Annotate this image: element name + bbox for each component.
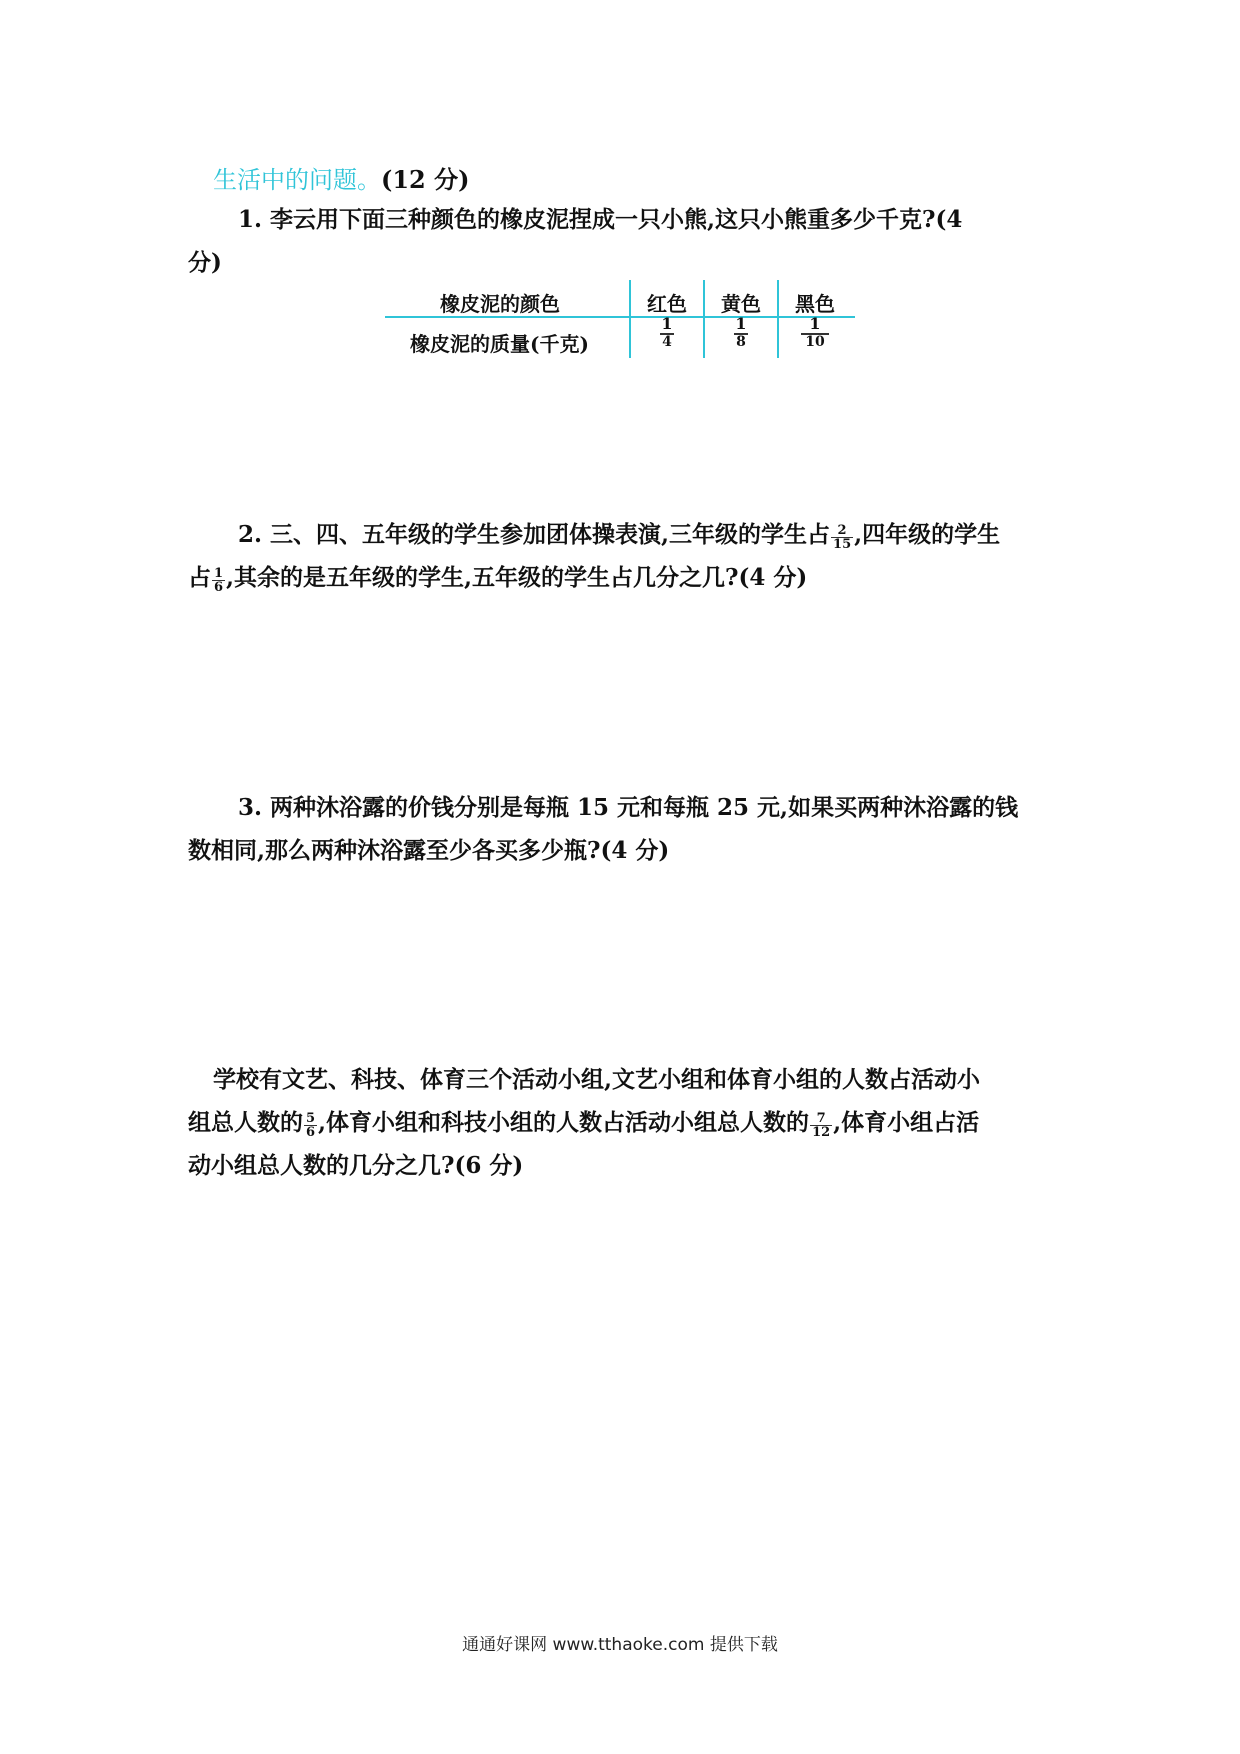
fraction-denominator: 6 [214,579,224,595]
fraction-numerator: 5 [306,1110,316,1126]
fraction-numerator: 1 [661,314,673,333]
q4-line3: 动小组总人数的几分之几?(6 分) [188,1152,524,1179]
q4-line1: 学校有文艺、科技、体育三个活动小组,文艺小组和体育小组的人数占活动小 [213,1066,981,1093]
q4-text: 组总人数的 [188,1109,303,1136]
q4-text: ,体育小组和科技小组的人数占活动小组总人数的 [318,1109,810,1136]
fraction-denominator: 4 [662,334,672,350]
fraction-numerator: 7 [816,1110,826,1126]
table-col-divider [703,280,705,358]
q3-line1: 3. 两种沐浴露的价钱分别是每瓶 15 元和每瓶 25 元,如果买两种沐浴露的钱 [238,794,1019,821]
footer-credit: 通通好课网 www.tthaoke.com 提供下载 [462,1635,778,1655]
q2-text: 占 [188,564,211,591]
fraction-denominator: 12 [812,1124,831,1140]
section-title-text: 生活中的问题。 [213,166,381,194]
table-header-yellow: 黄色 [721,292,761,316]
table-fraction-yellow [721,314,761,350]
table-fraction-black [795,314,835,350]
table-col-divider [629,280,631,358]
table-fraction-red [647,314,687,350]
fraction [212,565,225,595]
q2-line2 [188,556,807,599]
table-header-red: 红色 [647,292,687,316]
fraction-numerator: 1 [735,314,747,333]
fraction-numerator: 2 [837,522,847,538]
fraction-numerator: 1 [214,565,224,581]
fraction-denominator: 15 [833,536,852,552]
fraction-denominator: 6 [306,1124,316,1140]
table-header-black: 黑色 [795,292,835,316]
fraction-denominator: 8 [736,334,746,350]
q2-text: ,四年级的学生 [854,521,1001,548]
q2-text: ,其余的是五年级的学生,五年级的学生占几分之几?(4 分) [226,564,808,591]
table-col-divider [777,280,779,358]
table-header-label: 橡皮泥的颜色 [440,292,560,316]
q2-text: 2. 三、四、五年级的学生参加团体操表演,三年级的学生占 [238,521,831,548]
clay-table [385,276,855,360]
fraction [831,522,853,552]
section-title [213,160,469,195]
q1-line2: 分) [188,249,222,276]
section-points: (12 分) [381,165,470,194]
fraction [304,1110,317,1140]
q1-line1: 1. 李云用下面三种颜色的橡皮泥捏成一只小熊,这只小熊重多少千克?(4 [238,206,963,233]
table-row-label: 橡皮泥的质量(千克) [410,332,589,356]
fraction-denominator: 10 [805,334,825,350]
fraction [810,1110,832,1140]
fraction-numerator: 1 [809,314,821,333]
q4-line2 [188,1101,979,1144]
q3-line2: 数相同,那么两种沐浴露至少各买多少瓶?(4 分) [188,837,670,864]
q2-line1 [238,513,1000,556]
q4-text: ,体育小组占活 [833,1109,980,1136]
